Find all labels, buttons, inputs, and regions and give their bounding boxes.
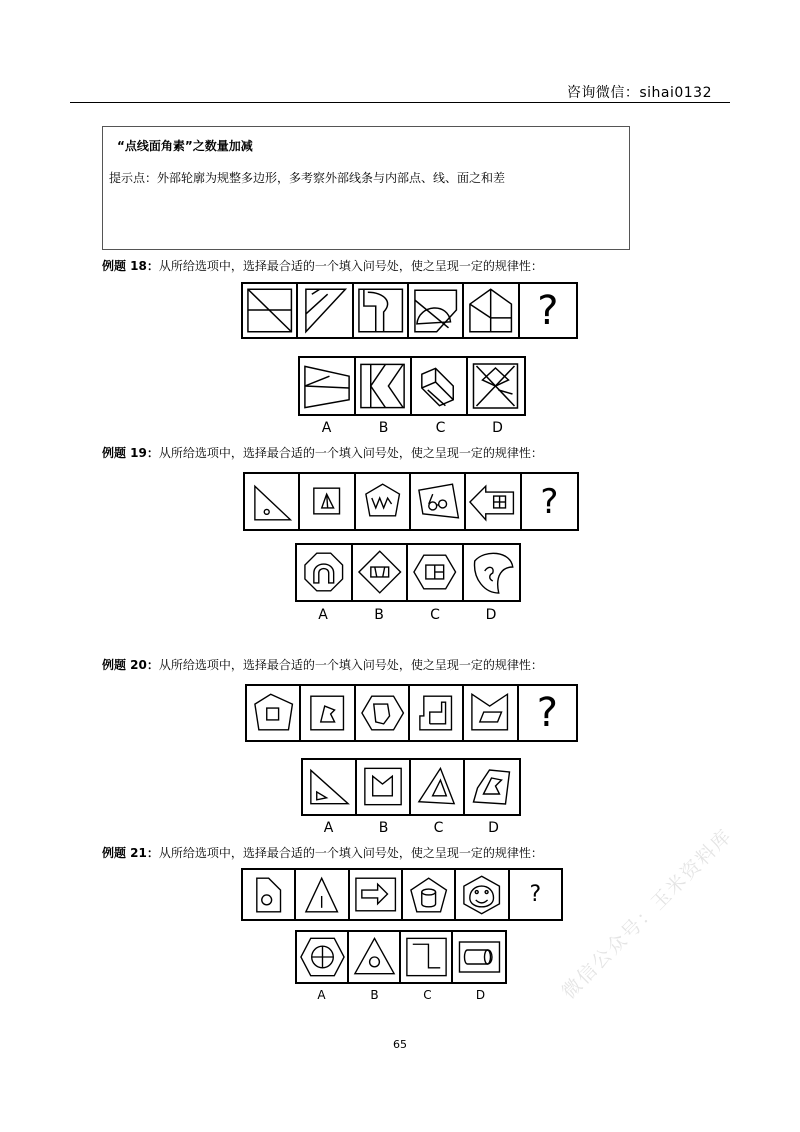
- question-21-figure-row: [241, 868, 563, 921]
- question-number: 例题 18：: [102, 259, 159, 273]
- question-mark-cell: [522, 474, 577, 529]
- option-a-figure[interactable]: [303, 760, 357, 814]
- figure-cell: [354, 284, 409, 337]
- figure-cell: [411, 474, 466, 529]
- option-c-figure[interactable]: [408, 545, 464, 600]
- figure-cell: [245, 474, 300, 529]
- option-c-label[interactable]: C: [423, 988, 432, 1002]
- question-prompt: 从所给选项中，选择最合适的一个填入问号处，使之呈现一定的规律性：: [158, 259, 543, 273]
- figure-cell: [247, 686, 301, 740]
- question-prompt: 从所给选项中，选择最合适的一个填入问号处，使之呈现一定的规律性：: [158, 446, 543, 460]
- figure-cell: [350, 870, 403, 919]
- option-d-figure[interactable]: [465, 760, 519, 814]
- option-d-label[interactable]: D: [475, 988, 486, 1002]
- tip-box: [102, 126, 630, 250]
- question-20-figure-row: [245, 684, 578, 742]
- figure-cell: [466, 474, 521, 529]
- header-contact: 咨询微信：sihai0132: [566, 85, 712, 101]
- figure-cell: [456, 870, 509, 919]
- option-d-figure[interactable]: [464, 545, 519, 600]
- figure-cell: [464, 284, 519, 337]
- question-18-options-row: [298, 356, 526, 416]
- option-b-label[interactable]: B: [378, 420, 389, 436]
- question-number: 例题 21：: [102, 846, 159, 860]
- figure-cell: [301, 686, 355, 740]
- figure-cell: [243, 870, 296, 919]
- figure-cell: [243, 284, 298, 337]
- question-19-label: [102, 444, 543, 461]
- question-20-option-labels: [301, 820, 521, 836]
- question-prompt: 从所给选项中，选择最合适的一个填入问号处，使之呈现一定的规律性：: [158, 846, 543, 860]
- header-rule: [70, 102, 730, 103]
- question-mark: ?: [540, 481, 559, 522]
- figure-cell: [464, 686, 518, 740]
- option-b-figure[interactable]: [356, 358, 412, 414]
- question-mark: ?: [537, 287, 559, 334]
- option-d-figure[interactable]: [453, 932, 505, 982]
- question-19-figure-row: [243, 472, 579, 531]
- question-19-options-row: [295, 543, 521, 602]
- question-mark-cell: [510, 870, 561, 919]
- option-b-label[interactable]: B: [374, 607, 384, 623]
- tip-body: 提示点：外部轮廓为规整多边形，多考察外部线条与内部点、线、面之和差: [109, 171, 506, 185]
- option-c-figure[interactable]: [411, 760, 465, 814]
- figure-cell: [356, 474, 411, 529]
- figure-cell: [356, 686, 410, 740]
- option-a-figure[interactable]: [300, 358, 356, 414]
- question-number: 例题 19：: [102, 446, 159, 460]
- option-b-figure[interactable]: [349, 932, 401, 982]
- question-prompt: 从所给选项中，选择最合适的一个填入问号处，使之呈现一定的规律性：: [158, 658, 543, 672]
- question-mark: ?: [529, 882, 542, 907]
- option-d-label[interactable]: D: [488, 820, 499, 836]
- page-number: 65: [393, 1038, 407, 1051]
- option-b-label[interactable]: B: [378, 820, 389, 836]
- question-21-label: [102, 844, 543, 861]
- figure-cell: [296, 870, 349, 919]
- option-a-label[interactable]: A: [317, 988, 326, 1002]
- option-b-figure[interactable]: [357, 760, 411, 814]
- question-18-figure-row: [241, 282, 578, 339]
- option-d-label[interactable]: D: [492, 420, 503, 436]
- option-c-label[interactable]: C: [433, 820, 444, 836]
- option-c-figure[interactable]: [412, 358, 468, 414]
- option-c-label[interactable]: C: [430, 607, 440, 623]
- option-c-label[interactable]: C: [435, 420, 446, 436]
- option-a-label[interactable]: A: [318, 607, 328, 623]
- tip-title: “点线面角素”之数量加减: [117, 139, 253, 153]
- option-b-label[interactable]: B: [370, 988, 379, 1002]
- question-mark-cell: [520, 284, 576, 337]
- question-mark-cell: [519, 686, 576, 740]
- question-19-option-labels: [295, 607, 519, 623]
- question-21-option-labels: [295, 988, 507, 1002]
- question-20-options-row: [301, 758, 521, 816]
- figure-cell: [409, 284, 464, 337]
- figure-cell: [298, 284, 353, 337]
- question-18-label: [102, 257, 543, 274]
- watermark: 微信公众号：玉米资料库: [557, 824, 737, 1004]
- option-d-label[interactable]: D: [485, 607, 497, 623]
- figure-cell: [403, 870, 456, 919]
- option-a-label[interactable]: A: [321, 420, 332, 436]
- question-number: 例题 20：: [102, 658, 159, 672]
- option-a-label[interactable]: A: [323, 820, 334, 836]
- option-d-figure[interactable]: [468, 358, 524, 414]
- question-20-label: [102, 656, 543, 673]
- option-a-figure[interactable]: [297, 545, 353, 600]
- option-b-figure[interactable]: [353, 545, 409, 600]
- figure-cell: [300, 474, 355, 529]
- question-21-options-row: [295, 930, 507, 984]
- question-18-option-labels: [298, 420, 526, 436]
- figure-cell: [410, 686, 464, 740]
- question-mark: ?: [536, 690, 558, 736]
- option-c-figure[interactable]: [401, 932, 453, 982]
- option-a-figure[interactable]: [297, 932, 349, 982]
